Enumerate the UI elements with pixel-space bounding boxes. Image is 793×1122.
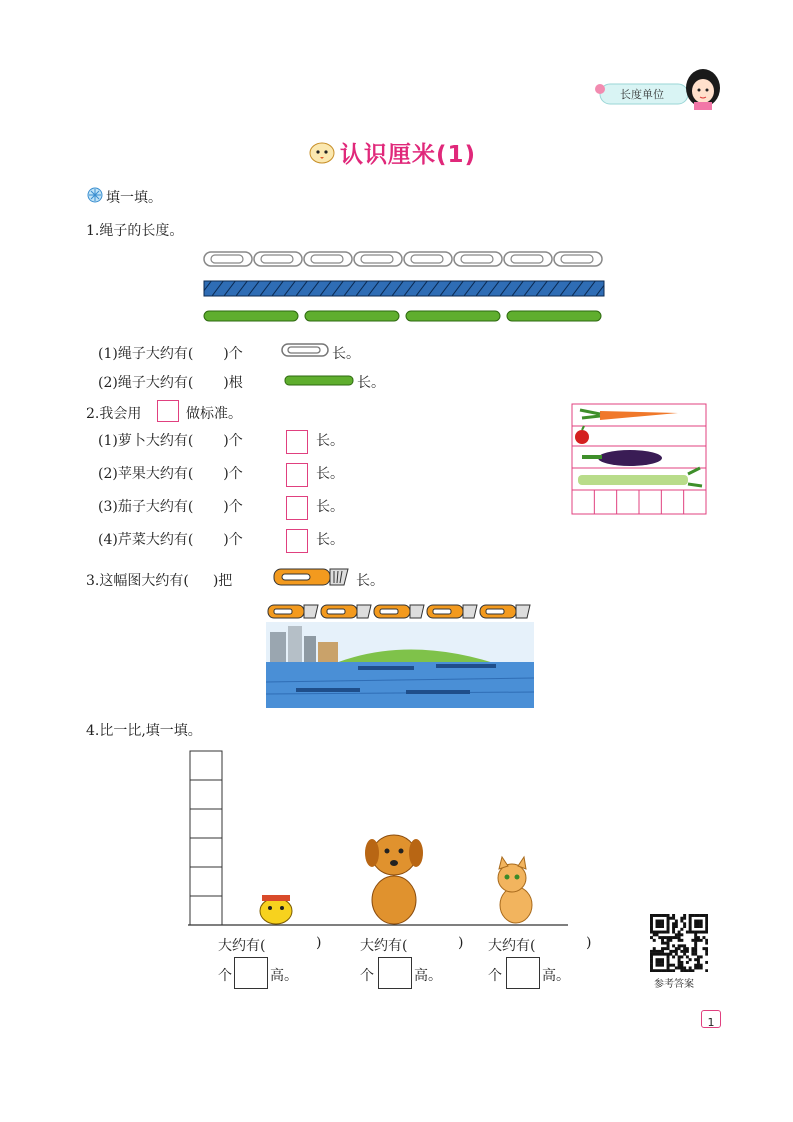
utility-knife-icon — [427, 605, 477, 618]
q2-item-4-mid: )个 — [223, 532, 243, 548]
tower-block — [190, 751, 222, 780]
q2-item-1-mid: )个 — [223, 433, 243, 449]
q4-figure — [186, 745, 570, 930]
q3-mid: )把 — [212, 573, 233, 589]
q2-answer-square-3[interactable] — [286, 496, 308, 520]
q4-title: 4.比一比,填一填。 — [86, 723, 202, 739]
q2-item-3-mid: )个 — [223, 499, 243, 515]
q1-figure — [200, 248, 610, 328]
green-stick-icon — [507, 311, 601, 321]
tower-block — [190, 838, 222, 867]
qr-label: 参考答案 — [654, 979, 694, 990]
q3-line — [86, 570, 232, 590]
green-stick-icon — [406, 311, 500, 321]
q4-answer-3-box[interactable] — [506, 957, 540, 989]
q1-sub2-post: 长。 — [357, 375, 385, 391]
tower-block — [190, 896, 222, 925]
q4-answer-3-close: ) — [586, 935, 592, 951]
q2-item-2-pre: (2)苹果大约有( — [98, 466, 194, 482]
green-stick-icon — [283, 373, 355, 387]
chick-icon — [308, 138, 336, 164]
q2-item-1-pre: (1)萝卜大约有( — [98, 433, 194, 449]
page-title: 认识厘米(1) — [340, 142, 477, 168]
utility-knife-icon — [321, 605, 371, 618]
header-tag-label: 长度单位 — [620, 88, 664, 101]
q1-sub1-pre: (1)绳子大约有( — [98, 346, 194, 362]
q2-standard-square — [157, 400, 179, 422]
section-label: 填一填。 — [106, 190, 162, 206]
q2-item-2 — [98, 463, 243, 483]
q3-post: 长。 — [356, 573, 384, 589]
paperclip-icon — [204, 252, 252, 266]
q2-item-3-pre: (3)茄子大约有( — [98, 499, 194, 515]
q4-answer-2-post: 高。 — [414, 968, 442, 984]
q2-item-1-post: 长。 — [316, 433, 344, 449]
paperclip-icon — [354, 252, 402, 266]
q4-answer-3-post: 高。 — [542, 968, 570, 984]
q4-answer-1-box[interactable] — [234, 957, 268, 989]
q4-answer-1-pre: 个 — [218, 968, 232, 984]
q3-knife-row — [266, 602, 536, 622]
utility-knife-icon — [480, 605, 530, 618]
q2-item-1 — [98, 430, 243, 450]
q1-sub2 — [98, 372, 243, 392]
chick-toy-icon — [260, 895, 292, 924]
cat-icon — [498, 857, 532, 923]
q2-item-3-post: 长。 — [316, 499, 344, 515]
q2-answer-square-4[interactable] — [286, 529, 308, 553]
q4-answer-2-line1: 大约有( — [360, 938, 408, 954]
q2-title-pre: 2.我会用 — [86, 406, 142, 422]
q4-answer-2-close: ) — [458, 935, 464, 951]
green-stick-icon — [305, 311, 399, 321]
tower-block — [190, 780, 222, 809]
rowing-scene-image — [266, 622, 534, 708]
paperclip-icon — [280, 342, 330, 358]
q2-item-4 — [98, 529, 243, 549]
q2-answer-square-1[interactable] — [286, 430, 308, 454]
flower-icon — [595, 84, 605, 94]
paperclip-icon — [404, 252, 452, 266]
q4-answer-1-line1: 大约有( — [218, 938, 266, 954]
qr-code-icon[interactable] — [650, 914, 708, 972]
paperclip-icon — [304, 252, 352, 266]
q3-pre: 3.这幅图大约有( — [86, 573, 189, 589]
green-stick-icon — [204, 311, 298, 321]
q4-answer-2-pre: 个 — [360, 968, 374, 984]
q1-sub1-post: 长。 — [332, 346, 360, 362]
dog-icon — [365, 835, 423, 924]
q2-item-3 — [98, 496, 243, 516]
utility-knife-icon — [268, 605, 318, 618]
tower-block — [190, 809, 222, 838]
q4-answer-3-line1: 大约有( — [488, 938, 536, 954]
paperclip-icon — [504, 252, 552, 266]
utility-knife-icon — [272, 565, 352, 589]
q1-sub1-mid: )个 — [223, 346, 243, 362]
utility-knife-icon — [374, 605, 424, 618]
paperclip-icon — [554, 252, 602, 266]
paperclip-icon — [454, 252, 502, 266]
q2-answer-square-2[interactable] — [286, 463, 308, 487]
snowflake-icon — [87, 187, 103, 203]
vegetable-grid — [570, 402, 708, 516]
q4-answer-2-box[interactable] — [378, 957, 412, 989]
page-number: 1 — [707, 1016, 715, 1029]
q4-answer-1-post: 高。 — [270, 968, 298, 984]
paperclip-icon — [254, 252, 302, 266]
q1-sub1 — [98, 343, 243, 363]
rope-bar — [204, 281, 604, 296]
q2-item-4-post: 长。 — [316, 532, 344, 548]
q4-answer-3-pre: 个 — [488, 968, 502, 984]
tower-block — [190, 867, 222, 896]
q2-item-2-post: 长。 — [316, 466, 344, 482]
q1-sub2-mid: )根 — [223, 375, 243, 391]
q2-item-2-mid: )个 — [223, 466, 243, 482]
q1-title: 1.绳子的长度。 — [86, 223, 184, 239]
q2-item-4-pre: (4)芹菜大约有( — [98, 532, 194, 548]
q4-answer-1-close: ) — [316, 935, 322, 951]
q2-title-post: 做标准。 — [186, 406, 242, 422]
q1-sub2-pre: (2)绳子大约有( — [98, 375, 194, 391]
girl-avatar-icon — [682, 66, 724, 110]
page-number-badge — [701, 1010, 721, 1028]
